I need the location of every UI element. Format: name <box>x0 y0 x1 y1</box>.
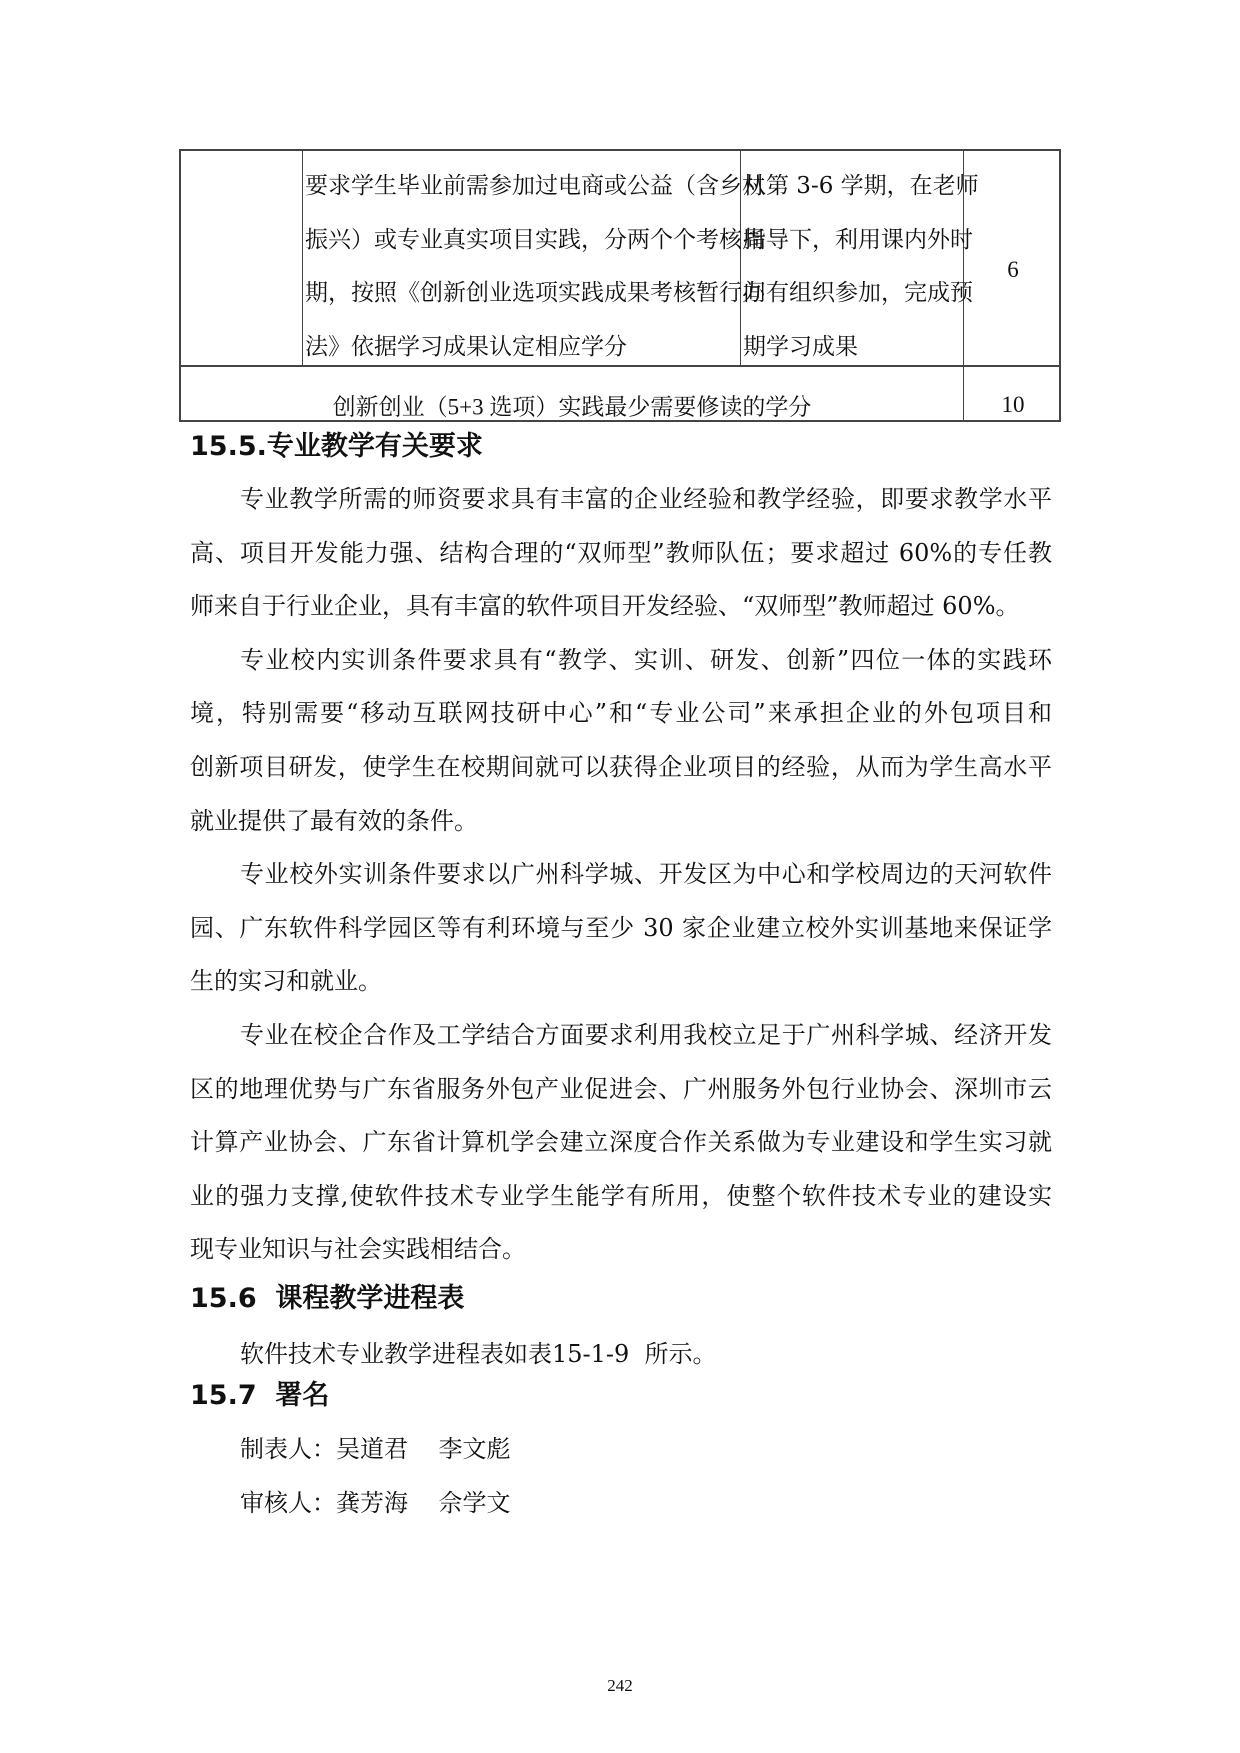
section-heading-15-6: 15.6 课程教学进程表 <box>190 1283 465 1314</box>
text-line: 专业在校企合作及工学结合方面要求利用我校立足于广州科学城、经济开发 <box>240 1020 1052 1049</box>
text-line: 境，特别需要“移动互联网技研中心”和“专业公司”来承担企业的外包项目和 <box>190 699 1052 728</box>
paragraph-faculty <box>190 473 1052 1277</box>
text-line: 计算产业协会、广东省计算机学会建立深度合作关系做为专业建设和学生实习就 <box>190 1128 1052 1157</box>
cell-line: 振兴）或专业真实项目实践，分两个个考核周 <box>305 226 765 253</box>
cell-line: 期，按照《创新创业选项实践成果考核暂行办 <box>305 280 765 307</box>
credits-table <box>179 149 1061 422</box>
reviewed-by: 审核人：龚芳海 佘学文 <box>240 1489 511 1517</box>
page-number: 242 <box>607 1676 633 1695</box>
arrangement-cell <box>743 160 979 374</box>
cell-line: 期学习成果 <box>743 333 858 360</box>
text-line: 专业校内实训条件要求具有“教学、实训、研发、创新”四位一体的实践环 <box>240 645 1052 674</box>
text-line: 园、广东软件科学园区等有利环境与至少 30 家企业建立校外实训基地来保证学 <box>190 913 1052 942</box>
text-line: 区的地理优势与广东省服务外包产业促进会、广州服务外包行业协会、深圳市云 <box>190 1074 1052 1103</box>
text-line: 专业校外实训条件要求以广州科学城、开发区为中心和学校周边的天河软件 <box>240 860 1052 889</box>
cell-line: 要求学生毕业前需参加过电商或公益（含乡村 <box>305 173 765 199</box>
text-line: 创新项目研发，使学生在校期间就可以获得企业项目的经验，从而为学生高水平 <box>190 752 1052 781</box>
cell-line: 指导下，利用课内外时 <box>743 226 973 253</box>
text-line: 高、项目开发能力强、结构合理的“双师型”教师队伍；要求超过 60%的专任教 <box>190 538 1052 567</box>
requirement-cell <box>305 160 765 374</box>
cell-line: 法》依据学习成果认定相应学分 <box>305 333 627 360</box>
cell-line: 间有组织参加，完成预 <box>743 280 973 307</box>
text-line: 生的实习和就业。 <box>190 967 382 996</box>
text-line: 业的强力支撑,使软件技术专业学生能学有所用，使整个软件技术专业的建设实 <box>190 1181 1052 1210</box>
total-credits-label: 创新创业（5+3 选项）实践最少需要修读的学分 <box>332 394 812 420</box>
text-line: 就业提供了最有效的条件。 <box>190 806 478 835</box>
schedule-reference-text: 软件技术专业教学进程表如表15-1-9 所示。 <box>240 1340 717 1368</box>
section-heading-15-5: 15.5.专业教学有关要求 <box>190 431 483 462</box>
section-heading-15-7: 15.7 署名 <box>190 1380 330 1411</box>
cell-line: 从第 3-6 学期，在老师 <box>743 173 979 199</box>
text-line: 师来自于行业企业，具有丰富的软件项目开发经验、“双师型”教师超过 60%。 <box>190 592 1020 621</box>
text-line: 现专业知识与社会实践相结合。 <box>190 1235 526 1264</box>
total-credits-value: 10 <box>1001 392 1025 417</box>
text-line: 专业教学所需的师资要求具有丰富的企业经验和教学经验，即要求教学水平 <box>240 485 1052 513</box>
row1-credits: 6 <box>1007 257 1019 282</box>
table-divider <box>302 151 303 367</box>
prepared-by: 制表人：吴道君 李文彪 <box>240 1435 511 1463</box>
